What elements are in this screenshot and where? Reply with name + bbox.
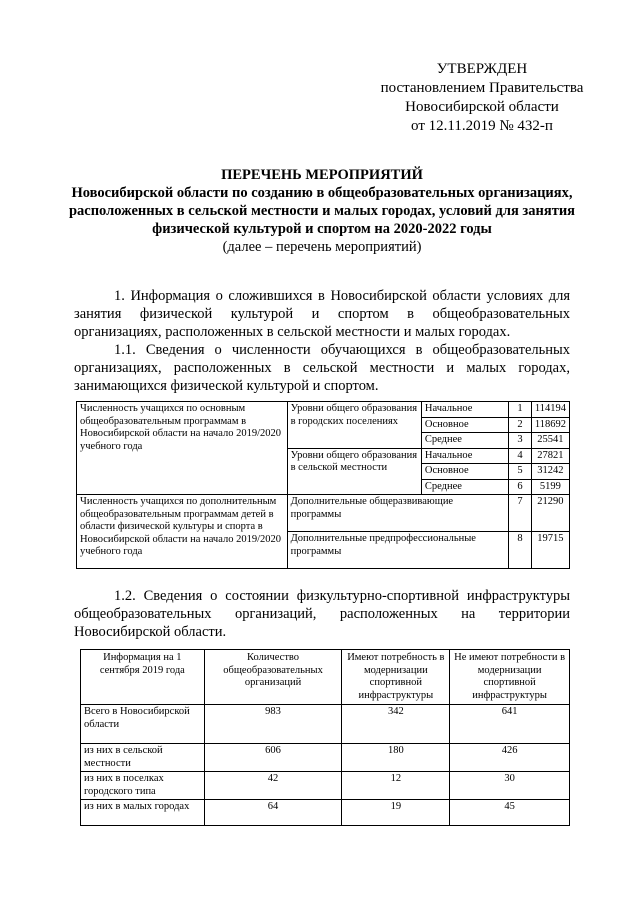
row-num-cell: 3 (509, 433, 532, 449)
infrastructure-table (80, 649, 570, 826)
value-cell: 21290 (531, 495, 569, 532)
title-sub-2: расположенных в сельской местности и малых городах, условий для занятия (68, 203, 576, 219)
document-title (62, 166, 582, 256)
value-cell: 27821 (531, 448, 569, 464)
row-num-cell: 7 (509, 495, 532, 532)
table-row (77, 495, 570, 532)
count-cell: 606 (204, 744, 342, 772)
group1-label-cell: Численность учащихся по основным общеобразовательным программам в Новосибирской области на начало 2019/2020 учебного года (77, 402, 288, 495)
value-cell: 114194 (531, 402, 569, 418)
table-row (81, 800, 570, 826)
column-header: Информация на 1 сентября 2019 года (81, 650, 205, 705)
level-cell: Основное (421, 417, 508, 433)
level-cell: Основное (421, 464, 508, 480)
approval-line-2: постановлением Правительства (380, 80, 584, 96)
dop-program-cell: Дополнительные общеразвивающие программы (287, 495, 509, 532)
level-cell: Среднее (421, 479, 508, 495)
need-cell: 12 (342, 772, 450, 800)
level-cell: Начальное (421, 402, 508, 418)
table-row (81, 772, 570, 800)
value-cell: 25541 (531, 433, 569, 449)
column-header: Имеют потребность в модернизации спортивной инфраструктуры (342, 650, 450, 705)
approval-line-3: Новосибирской области (405, 99, 559, 115)
urban-label-cell: Уровни общего образования в городских поселениях (287, 402, 421, 449)
count-cell: 42 (204, 772, 342, 800)
title-sub-1: Новосибирской области по созданию в общеобразовательных организациях, (71, 185, 573, 201)
approval-line-1: УТВЕРЖДЕН (436, 61, 528, 77)
column-header: Количество общеобразовательных организаций (204, 650, 342, 705)
count-cell: 983 (204, 705, 342, 744)
noneed-cell: 30 (450, 772, 570, 800)
row-num-cell: 5 (509, 464, 532, 480)
column-header: Не имеют потребности в модернизации спортивной инфраструктуры (450, 650, 570, 705)
table-row (77, 402, 570, 418)
value-cell: 19715 (531, 532, 569, 569)
row-label-cell: из них в сельской местности (81, 744, 205, 772)
row-label-cell: из них в малых городах (81, 800, 205, 826)
row-num-cell: 4 (509, 448, 532, 464)
section-1-1-text: 1.1. Сведения о численности обучающихся в общеобразовательных организациях, расположенных в сельской местности и малых городах, занимающихся физической культурой и спортом. (74, 342, 570, 394)
row-num-cell: 6 (509, 479, 532, 495)
section-1-text: 1. Информация о сложившихся в Новосибирской области условиях для занятия физической культурой и спортом в общеобразовательных организациях, расположенных в сельской местности и малых городах. (74, 288, 570, 340)
need-cell: 19 (342, 800, 450, 826)
title-note: (далее – перечень мероприятий) (222, 239, 422, 255)
level-cell: Среднее (421, 433, 508, 449)
need-cell: 180 (342, 744, 450, 772)
count-cell: 64 (204, 800, 342, 826)
row-label-cell: из них в поселках городского типа (81, 772, 205, 800)
title-sub-3: физической культурой и спортом на 2020-2022 годы (152, 221, 492, 237)
section-1-2-paragraph (74, 587, 570, 641)
title-main: ПЕРЕЧЕНЬ МЕРОПРИЯТИЙ (221, 167, 423, 183)
value-cell: 118692 (531, 417, 569, 433)
noneed-cell: 45 (450, 800, 570, 826)
table-row (81, 705, 570, 744)
approval-line-4: от 12.11.2019 № 432-п (411, 118, 553, 134)
noneed-cell: 641 (450, 705, 570, 744)
value-cell: 5199 (531, 479, 569, 495)
group2-label-cell: Численность учащихся по дополнительным общеобразовательным программам детей в области физической культуры и спорта в Новосибирской области на начало 2019/2020 учебного года (77, 495, 288, 569)
section-1-paragraph (74, 287, 570, 341)
row-num-cell: 2 (509, 417, 532, 433)
section-1-1-paragraph (74, 341, 570, 395)
table-header-row (81, 650, 570, 705)
level-cell: Начальное (421, 448, 508, 464)
need-cell: 342 (342, 705, 450, 744)
row-num-cell: 1 (509, 402, 532, 418)
noneed-cell: 426 (450, 744, 570, 772)
rural-label-cell: Уровни общего образования в сельской местности (287, 448, 421, 495)
table-row (81, 744, 570, 772)
section-1-2-text: 1.2. Сведения о состоянии физкультурно-спортивной инфраструктуры общеобразовательных организаций, расположенных на территории Новосибирской области. (74, 588, 570, 640)
row-num-cell: 8 (509, 532, 532, 569)
value-cell: 31242 (531, 464, 569, 480)
approval-stamp (362, 60, 602, 136)
dop-program-cell: Дополнительные предпрофессиональные программы (287, 532, 509, 569)
students-count-table (76, 401, 570, 569)
row-label-cell: Всего в Новосибирской области (81, 705, 205, 744)
